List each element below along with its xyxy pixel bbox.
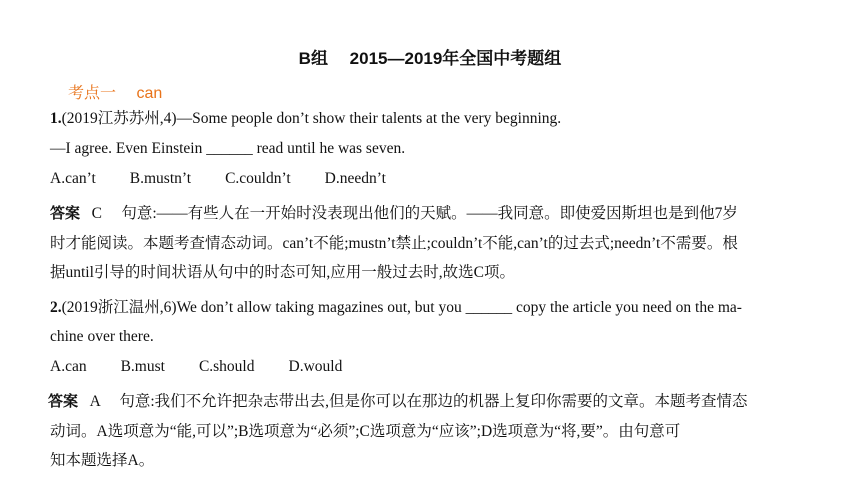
q2-option-a: A.can — [50, 358, 87, 375]
answer-2-line2: 动词。A选项意为“能,可以”;B选项意为“必须”;C选项意为“应该”;D选项意为“将,要”。由句意可 — [50, 423, 681, 440]
question-1-text: (2019江苏苏州,4)—Some people don’t show their talents at the very beginning. — [61, 110, 562, 127]
question-1-dialogue: —I agree. Even Einstein ______ read until he was seven. — [50, 140, 406, 157]
q2-option-c: C.should — [198, 358, 255, 375]
question-2-options — [50, 357, 376, 377]
question-1-number: 1. — [50, 110, 62, 127]
question-2-text: (2019浙江温州,6)We don’t allow taking magazines out, but you ______ copy the article you need on the ma- — [61, 299, 742, 316]
answer-1-line3: 据until引导的时间状语从句中的时态可知,应用一般过去时,故选C项。 — [50, 264, 516, 281]
q1-option-b: B.mustn’t — [129, 170, 192, 187]
q1-option-d: D.needn’t — [324, 170, 386, 187]
question-1-options — [50, 169, 420, 189]
question-2-number: 2. — [50, 299, 62, 316]
q2-option-d: D.would — [288, 358, 343, 375]
answer-1-label: 答案 — [50, 205, 81, 222]
question-1-stem — [50, 109, 561, 129]
answer-2-line1 — [48, 392, 748, 412]
q1-option-a: A.can’t — [50, 170, 96, 187]
q1-option-c: C.couldn’t — [225, 170, 291, 187]
question-2-stem-cont: chine over there. — [50, 328, 154, 345]
answer-2-line3: 知本题选择A。 — [50, 452, 155, 469]
page-title: B组 2015—2019年全国中考题组 — [298, 49, 562, 68]
question-2-stem — [50, 298, 742, 318]
answer-2-text1: A 句意:我们不允许把杂志带出去,但是你可以在那边的机器上复印你需要的文章。本题考查情态 — [89, 393, 748, 410]
answer-1-text1: C 句意:——有些人在一开始时没表现出他们的天赋。——我同意。即使爱因斯坦也是到他7岁 — [91, 205, 738, 222]
answer-1-line2: 时才能阅读。本题考查情态动词。can’t不能;mustn’t禁止;couldn’t不能,can’t的过去式;needn’t不需要。根 — [50, 235, 738, 252]
answer-2-label: 答案 — [48, 393, 79, 410]
q2-option-b: B.must — [120, 358, 165, 375]
topic-heading: 考点一 can — [68, 85, 163, 102]
answer-1-line1 — [50, 204, 738, 224]
